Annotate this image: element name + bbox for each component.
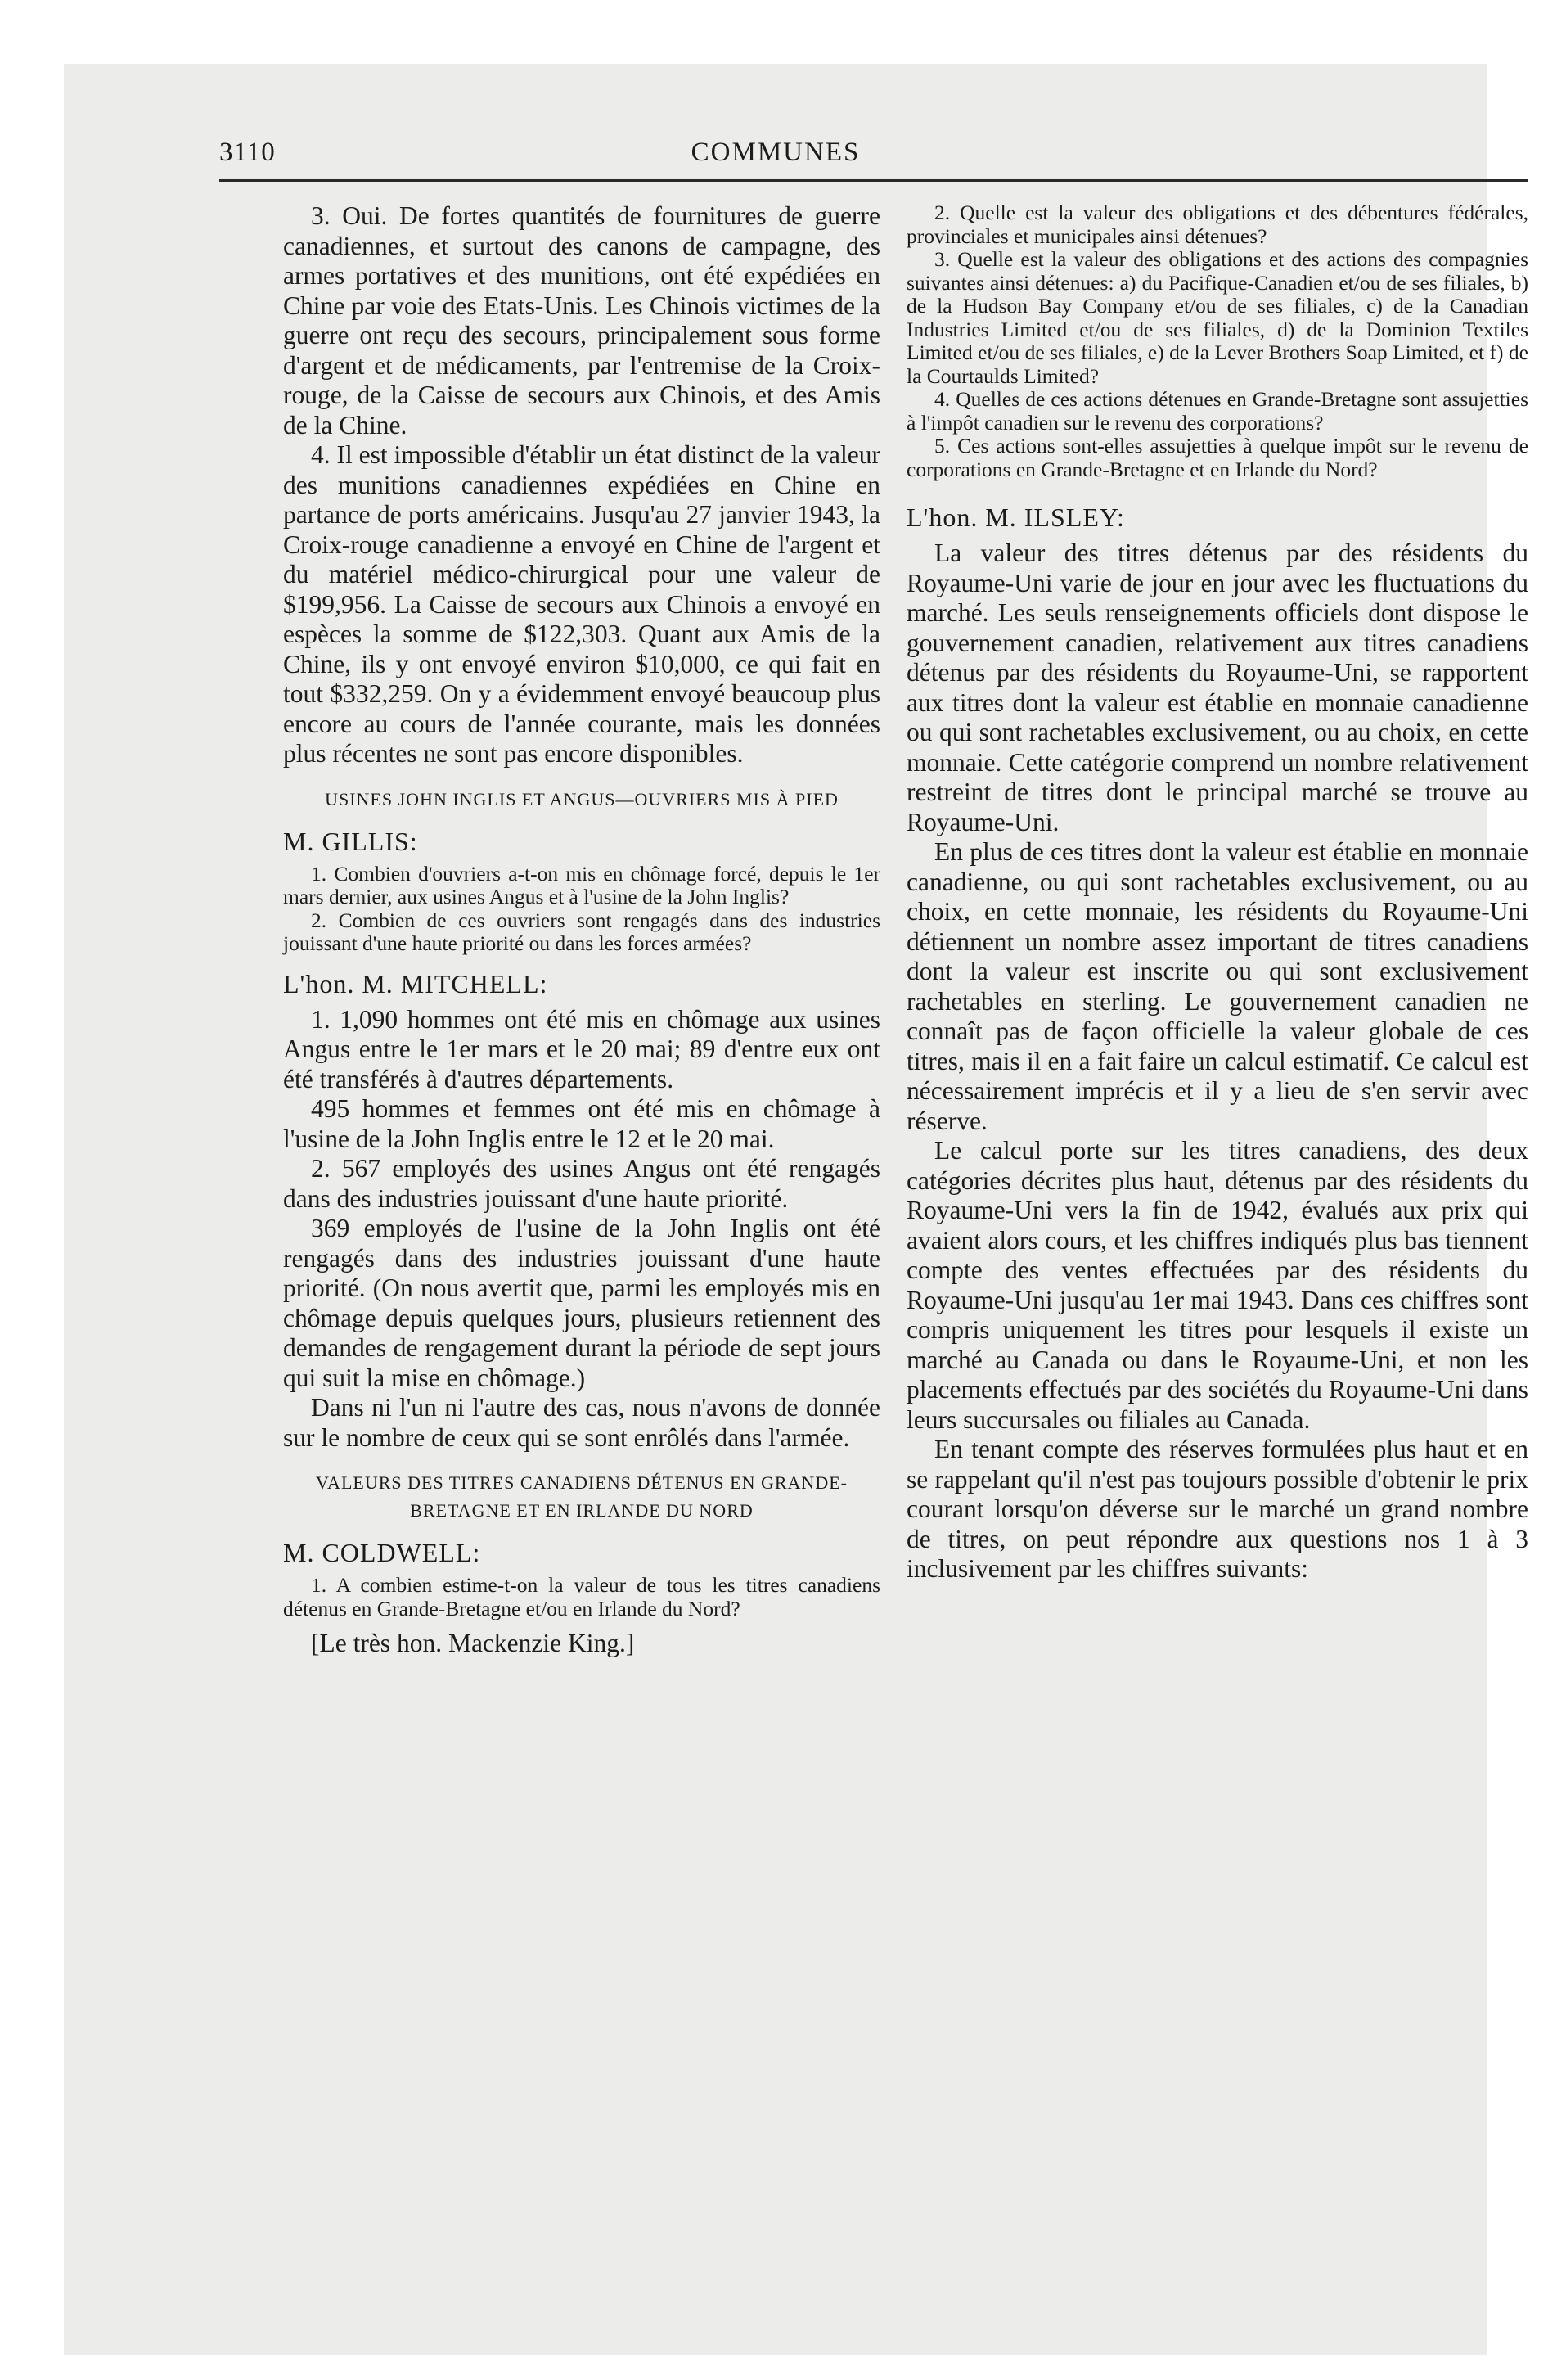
question: 2. Combien de ces ouvriers sont rengagés dans des industries jouissant d'une haute priorité ou dans les forces armées? [283, 908, 880, 955]
paragraph: 4. Il est impossible d'établir un état distinct de la valeur des munitions canadiennes expédiées en Chine en partance de ports américains. Jusqu'au 27 janvier 1943, la Croix-rouge canadienne a envoyé en Chine de l'argent et du matériel médico-chirurgical pour une valeur de $199,956. La Caisse de secours aux Chinois a envoyé en espèces la somme de $122,303. Quant aux Amis de la Chine, ils y ont envoyé environ $10,000, ce qui fait en tout $332,259. On y a évidemment envoyé beaucoup plus encore au cours de l'année courante, mais les données plus récentes ne sont pas encore disponibles. [283, 440, 880, 768]
question: 4. Quelles de ces actions détenues en Grande-Bretagne sont assujetties à l'impôt canadien sur le revenu des corporations? [907, 387, 1528, 435]
section-heading: VALEURS DES TITRES CANADIENS DÉTENUS EN GRANDE-BRETAGNE ET EN IRLANDE DU NORD [316, 1472, 848, 1521]
paragraph: En plus de ces titres dont la valeur est établie en monnaie canadienne, ou qui sont rachetables exclusivement, ou au choix, en cette monnaie, les résidents du Royaume-Uni détiennent un nombre assez important de titres canadiens dont la valeur est inscrite ou qui sont exclusivement rachetables en sterling. Le gouvernement canadien ne connaît pas de façon officielle la valeur globale de ces titres, mais il en a fait faire un calcul estimatif. Ce calcul est nécessairement imprécis et il y a lieu de s'en servir avec réserve. [907, 837, 1528, 1135]
header-rule [219, 179, 1528, 182]
paragraph: 2. 567 employés des usines Angus ont été rengagés dans des industries jouissant d'une haute priorité. [283, 1154, 880, 1213]
paragraph: Dans ni l'un ni l'autre des cas, nous n'avons de donnée sur le nombre de ceux qui se sont enrôlés dans l'armée. [283, 1393, 880, 1452]
speaker-name: L'hon. M. ILSLEY: [907, 503, 1125, 532]
paragraph: 3. Oui. De fortes quantités de fournitures de guerre canadiennes, et surtout des canons de campagne, des armes portatives et des munitions, ont été expédiées en Chine par voie des Etats-Unis. Les Chinois victimes de la guerre ont reçu des secours, principalement sous forme d'argent et de médicaments, par l'entremise de la Croix-rouge, de la Caisse de secours aux Chinois, et des Amis de la Chine. [283, 201, 880, 439]
paragraph: Le calcul porte sur les titres canadiens, des deux catégories décrites plus haut, détenus par des résidents du Royaume-Uni vers la fin de 1942, évalués aux prix qui avaient alors cours, et les chiffres indiqués plus bas tiennent compte des ventes effectuées par des résidents du Royaume-Uni jusqu'au 1er mai 1943. Dans ces chiffres sont compris uniquement les titres pour lesquels il existe un marché au Canada ou dans le Royaume-Uni, et non les placements effectués par des sociétés du Royaume-Uni dans leurs succursales ou filiales au Canada. [907, 1136, 1528, 1434]
speaker-bracket: [Le très hon. Mackenzie King.] [311, 1629, 635, 1657]
paragraph: En tenant compte des réserves formulées plus haut et en se rappelant qu'il n'est pas toujours possible d'obtenir le prix courant lorsqu'on déverse sur le marché un grand nombre de titres, on peut répondre aux questions nos 1 à 3 inclusivement par les chiffres suivants: [907, 1435, 1528, 1583]
page [64, 64, 1528, 2355]
speaker-name: M. GILLIS: [283, 826, 418, 856]
question: 1. Combien d'ouvriers a-t-on mis en chômage forcé, depuis le 1er mars dernier, aux usines Angus et à l'usine de la John Inglis? [283, 861, 880, 908]
paragraph: 369 employés de l'usine de la John Inglis ont été rengagés dans des industries jouissant d'une haute priorité. (On nous avertit que, parmi les employés mis en chômage depuis quelques jours, plusieurs retiennent des demandes de rengagement durant la période de sept jours qui suit la mise en chômage.) [283, 1214, 880, 1392]
paragraph: 495 hommes et femmes ont été mis en chômage à l'usine de la John Inglis entre le 12 et le 20 mai. [283, 1094, 880, 1153]
question: 3. Quelle est la valeur des obligations et des actions des compagnies suivantes ainsi détenues: a) du Pacifique-Canadien et/ou de ses filiales, b) de la Hudson Bay Company et/ou de ses filiales, c) de la Canadian Industries Limited et/ou de ses filiales, d) de la Dominion Textiles Limited et/ou de ses filiales, e) de la Lever Brothers Soap Limited, et f) de la Courtaulds Limited? [907, 247, 1528, 388]
left-column [283, 201, 880, 1659]
question: 2. Quelle est la valeur des obligations et des débentures fédérales, provinciales et municipales ainsi détenues? [907, 201, 1528, 248]
running-head: COMMUNES [691, 137, 861, 167]
paragraph: La valeur des titres détenus par des résidents du Royaume-Uni varie de jour en jour avec les fluctuations du marché. Les seuls renseignements officiels dont dispose le gouvernement canadien, relativement aux titres canadiens détenus par des résidents du Royaume-Uni, se rapportent aux titres dont la valeur est établie en monnaie canadienne ou qui sont rachetables exclusivement, ou au choix, en cette monnaie. Cette catégorie comprend un nombre relativement restreint de titres dont le principal marché se trouve au Royaume-Uni. [907, 539, 1528, 836]
page-number: 3110 [219, 137, 276, 167]
page-header [64, 137, 1487, 178]
question: 5. Ces actions sont-elles assujetties à quelque impôt sur le revenu de corporations en Grande-Bretagne et en Irlande du Nord? [907, 434, 1528, 481]
question: 1. A combien estime-t-on la valeur de tous les titres canadiens détenus en Grande-Bretagne et/ou en Irlande du Nord? [283, 1573, 880, 1620]
right-column [907, 201, 1528, 1584]
speaker-name: M. COLDWELL: [283, 1538, 481, 1567]
speaker-name: L'hon. M. MITCHELL: [283, 968, 548, 998]
section-heading: USINES JOHN INGLIS ET ANGUS—OUVRIERS MIS À PIED [325, 788, 839, 809]
paragraph: 1. 1,090 hommes ont été mis en chômage aux usines Angus entre le 1er mars et le 20 mai; 89 d'entre eux ont été transférés à d'autres départements. [283, 1004, 880, 1093]
